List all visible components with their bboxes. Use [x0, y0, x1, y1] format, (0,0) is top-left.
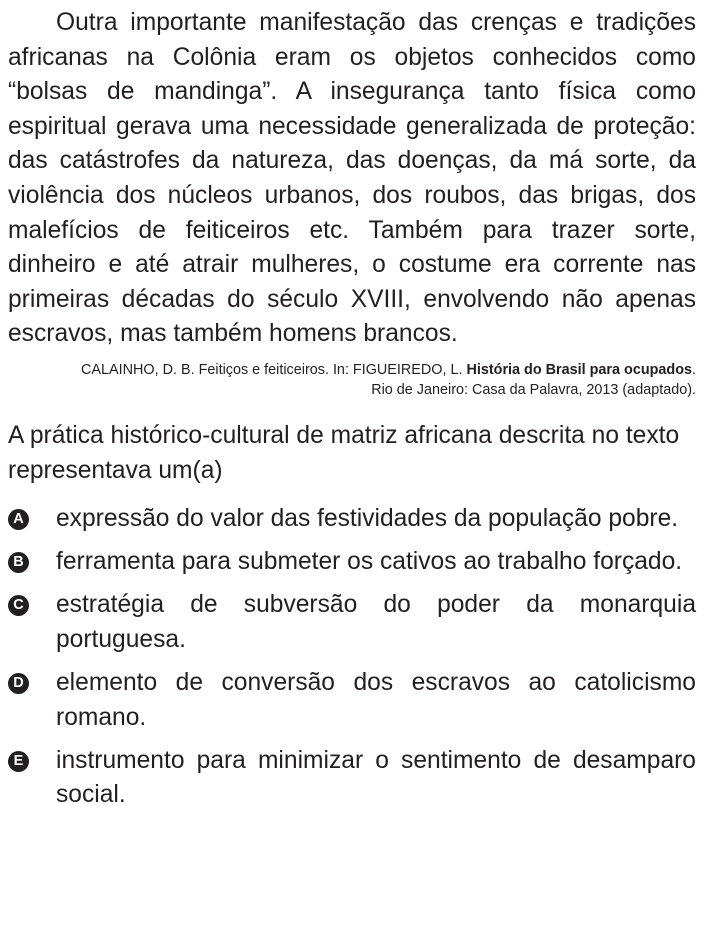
option-a-text: expressão do valor das festividades da população pobre. [56, 505, 679, 533]
option-a-letter-badge[interactable]: A [8, 509, 29, 530]
option-b[interactable] [8, 545, 696, 580]
question-page [8, 6, 696, 821]
option-b-text: ferramenta para submeter os cativos ao trabalho forçado. [56, 548, 683, 576]
source-line-2: Rio de Janeiro: Casa da Palavra, 2013 (adaptado). [371, 382, 696, 399]
question-stem: A prática histórico-cultural de matriz africana descrita no texto representava um(a) [8, 421, 680, 484]
passage-text: Outra importante manifestação das crenças e tradições africanas na Colônia eram os objetos conhecidos como “bolsas de mandinga”. A insegurança tanto física como espiritual gerava uma necessidade generalizada de proteção: das catástrofes da natureza, das doenças, da má sorte, da violência dos núcleos urbanos, dos roubos, das brigas, dos malefícios de feiticeiros etc. Também para trazer sorte, dinheiro e até atrair mulheres, o costume era corrente nas primeiras décadas do século XVIII, envolvendo não apenas escravos, mas também homens brancos. [8, 9, 696, 348]
option-d[interactable] [8, 666, 696, 735]
answer-options [8, 502, 696, 813]
option-e-text: instrumento para minimizar o sentimento de desamparo social. [56, 746, 696, 809]
option-e-letter-badge[interactable]: E [8, 751, 29, 772]
option-c[interactable] [8, 588, 696, 657]
option-d-letter-badge[interactable]: D [8, 673, 29, 694]
source-book-title: História do Brasil para ocupados [466, 361, 692, 378]
option-c-letter-badge[interactable]: C [8, 595, 29, 616]
option-d-text: elemento de conversão dos escravos ao catolicismo romano. [56, 669, 696, 731]
option-c-text: estratégia de subversão do poder da monarquia portuguesa. [56, 591, 696, 653]
source-prefix: CALAINHO, D. B. Feitiços e feiticeiros. In: FIGUEIREDO, L. [81, 361, 467, 378]
source-line-1 [8, 360, 696, 381]
source-after-title: . [692, 361, 696, 378]
option-e[interactable] [8, 744, 696, 813]
source-citation [8, 360, 696, 401]
option-a[interactable] [8, 502, 696, 537]
option-b-letter-badge[interactable]: B [8, 552, 29, 573]
